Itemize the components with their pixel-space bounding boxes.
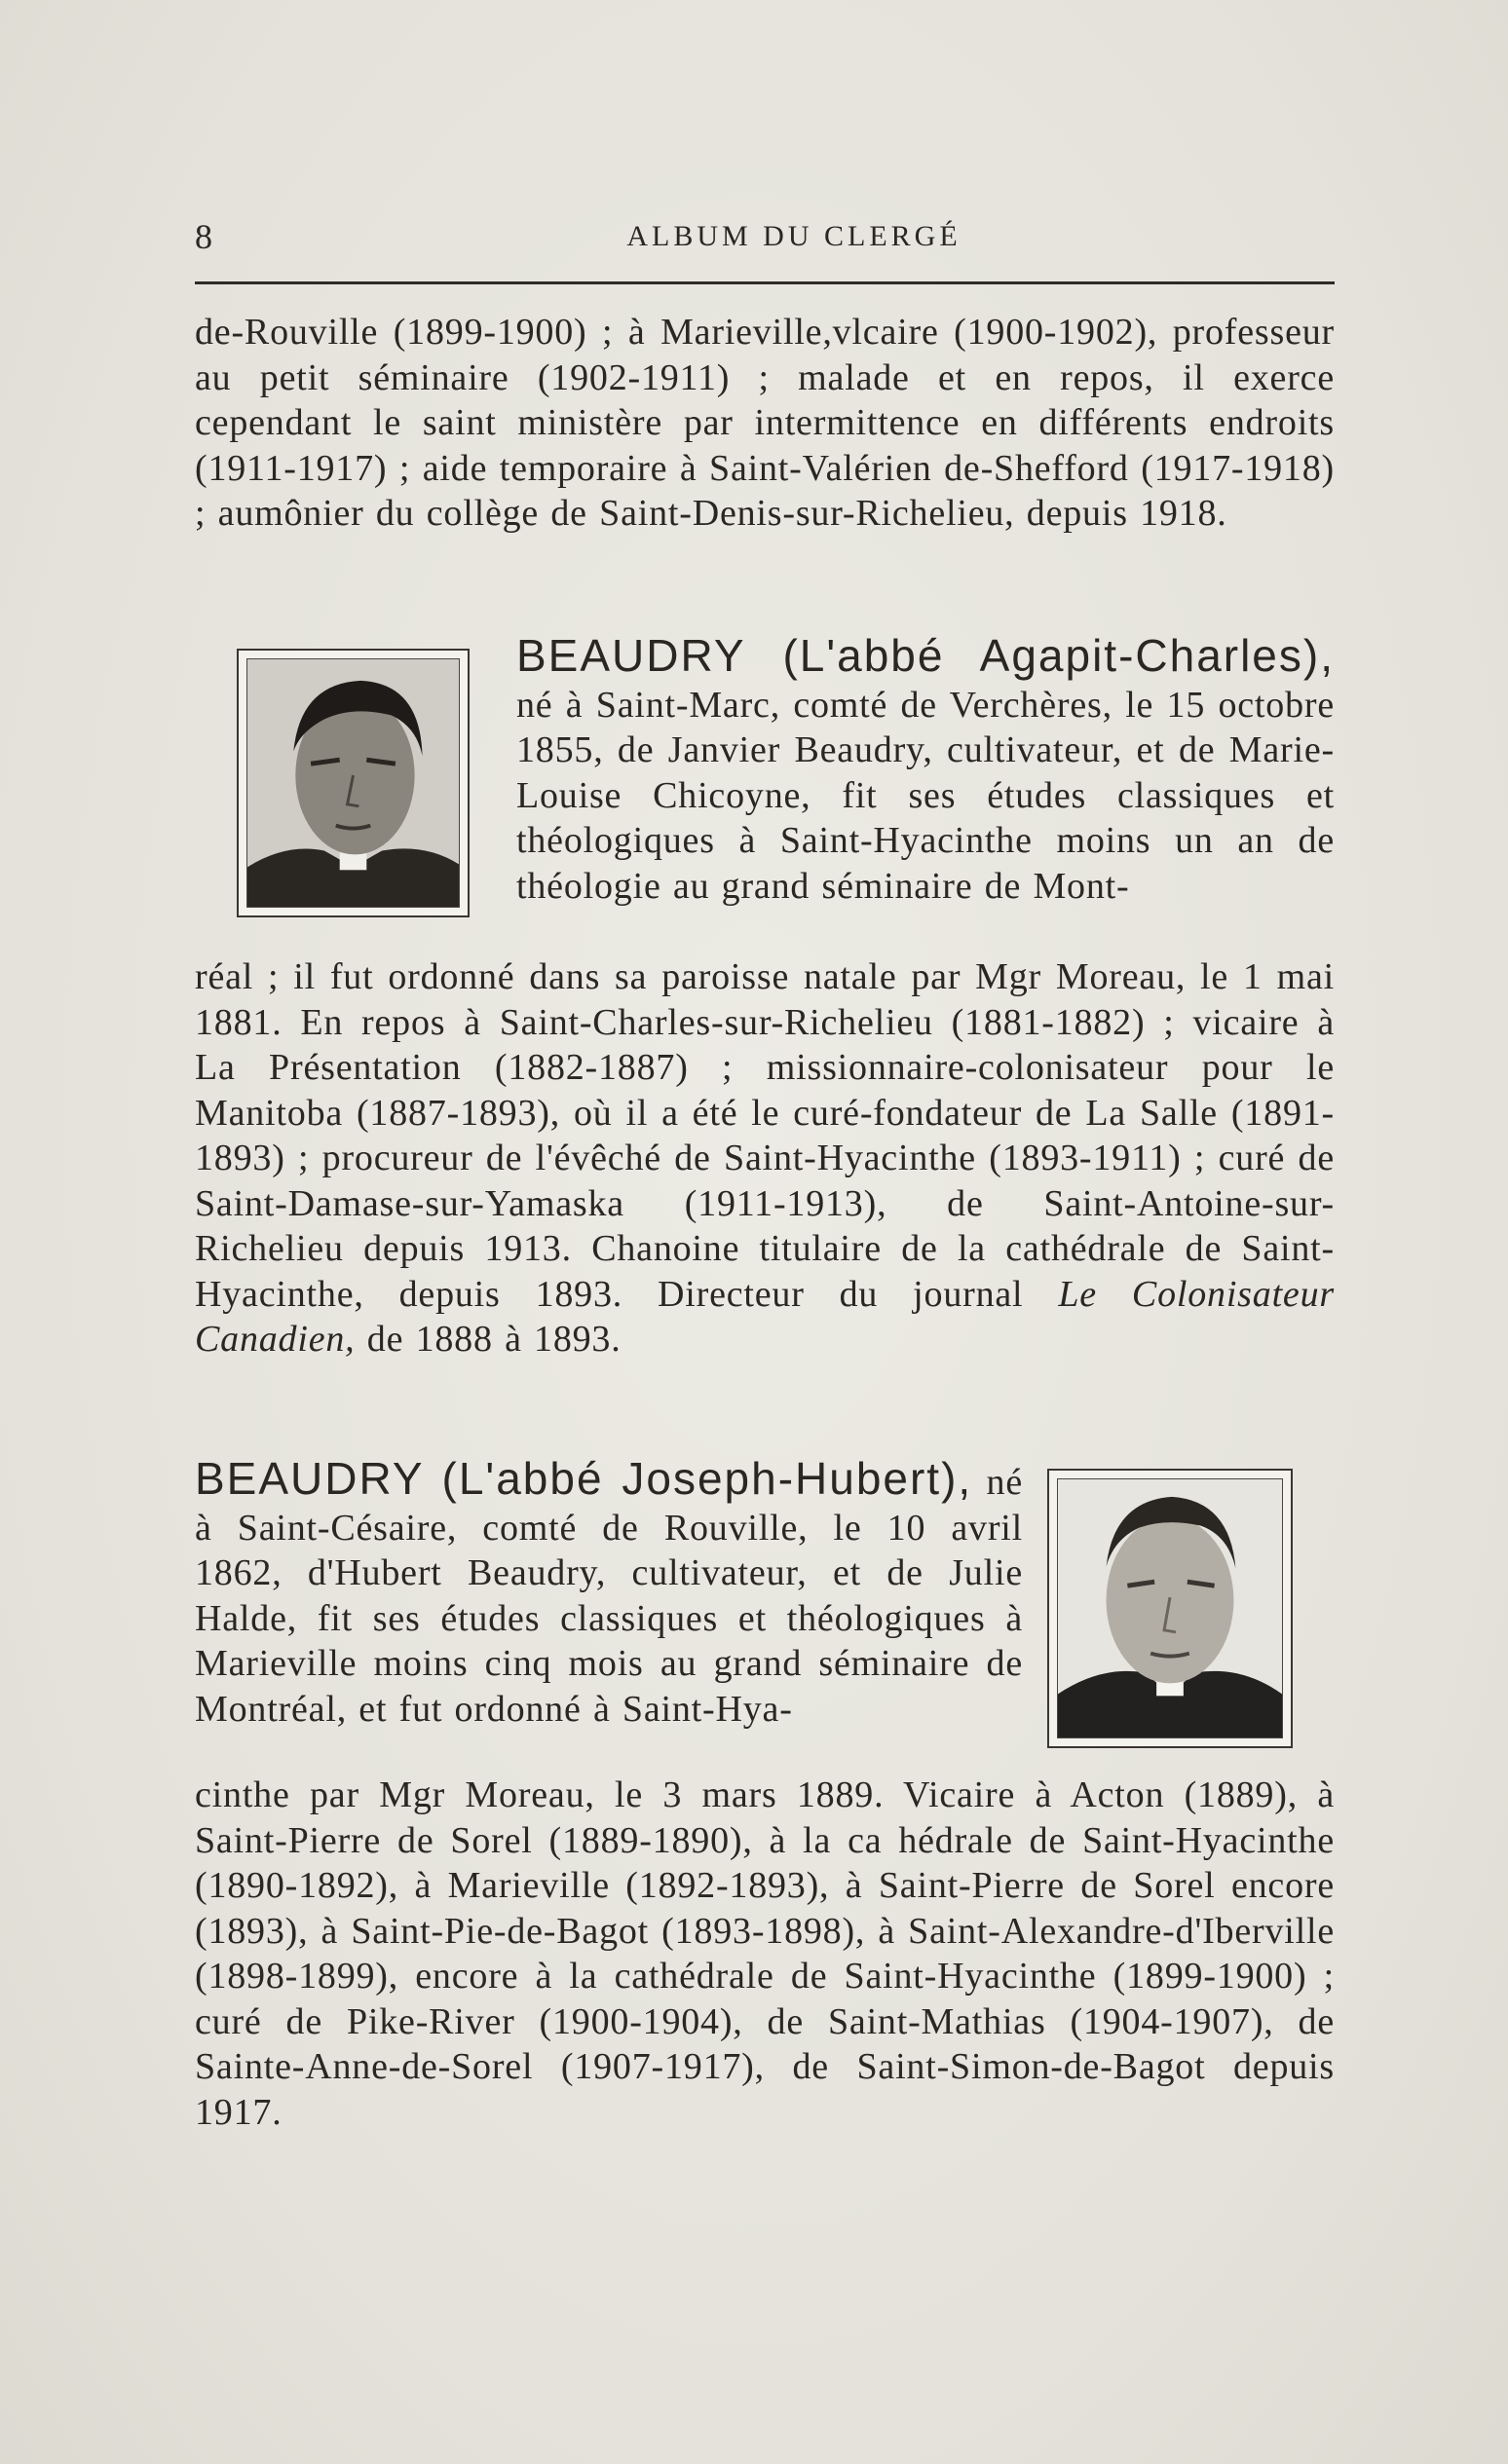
portrait-drawing xyxy=(247,659,459,907)
entry1-text-bottom: réal ; il fut ordonné dans sa paroisse natale par Mgr Moreau, le 1 mai 1881. En repos à Saint-Charles-sur-Richelieu (1881-1882) ; vicaire à La Présentation (1882-1887) ; missionnaire-colonisateur pour le Manitoba (1887-1893), où il a été le curé-fondateur de La Salle (1891-1893) ; procureur de l'évêché de Saint-Hyacinthe (1893-1911) ; curé de Saint-Damase-sur-Yamaska (1911-1913), de Saint-Antoine-sur-Richelieu depuis 1913. Chanoine titulaire de la cathédrale de Saint-Hyacinthe, depuis 1893. Directeur du journal xyxy=(195,956,1335,1315)
entry2-paragraph-top xyxy=(195,1453,1023,1732)
header-rule xyxy=(195,281,1335,284)
page-header xyxy=(195,216,1335,265)
running-title: ALBUM DU CLERGÉ xyxy=(626,220,961,252)
entry2-name: BEAUDRY (L'abbé Joseph-Hubert), xyxy=(195,1453,973,1504)
entry2-text-bottom: cinthe par Mgr Moreau, le 3 mars 1889. Vicaire à Acton (1889), à Saint-Pierre de Sorel (1889-1890), à la ca hédrale de Saint-Hyacinthe (1890-1892), à Marieville (1892-1893), à Saint-Pierre de Sorel encore (1893), à Saint-Pie-de-Bagot (1893-1898), à Saint-Alexandre-d'Iberville (1898-1899), encore à la cathédrale de Saint-Hyacinthe (1899-1900) ; curé de Pike-River (1900-1904), de Saint-Mathias (1904-1907), de Sainte-Anne-de-Sorel (1907-1917), de Saint-Simon-de-Bagot depuis 1917. xyxy=(195,1774,1335,2133)
page-number: 8 xyxy=(195,217,213,256)
entry2-paragraph-bottom xyxy=(195,1773,1335,2135)
entry1-text-top: né à Saint-Marc, comté de Verchères, le 15 octobre 1855, de Janvier Beaudry, cultivateur, et de Marie-Louise Chicoyne, fit ses études classiques et théologiques à Saint-Hyacinthe moins un an de théologie au grand séminaire de Mont- xyxy=(516,684,1335,907)
continuation-paragraph xyxy=(195,310,1335,537)
continuation-text: de-Rouville (1899-1900) ; à Marieville,vlcaire (1900-1902), professeur au petit séminaire (1902-1911) ; malade et en repos, il exerce cependant le saint ministère par intermittence en différents endroits (1911-1917) ; aide temporaire à Saint-Valérien de-Shefford (1917-1918) ; aumônier du collège de Saint-Denis-sur-Richelieu, depuis 1918. xyxy=(195,312,1335,534)
portrait-agapit-charles xyxy=(237,649,470,917)
entry2-text-top: né à Saint-Césaire, comté de Rouville, le 10 avril 1862, d'Hubert Beaudry, cultivateur, et de Julie Halde, fit ses études classiques et théologiques à Marieville moins cinq mois au grand séminaire de Montréal, et fut ordonné à Saint-Hya- xyxy=(195,1462,1023,1730)
entry1-text-end: de 1888 à 1893. xyxy=(366,1319,622,1360)
entry1-paragraph-top xyxy=(516,630,1335,909)
portrait-drawing xyxy=(1058,1479,1282,1737)
entry1-paragraph-bottom xyxy=(195,954,1335,1363)
portrait-image xyxy=(1057,1478,1283,1738)
entry1-journal-title: Le Colonisateur Canadien, xyxy=(195,1273,1335,1360)
portrait-joseph-hubert xyxy=(1047,1469,1293,1748)
entry1-name: BEAUDRY (L'abbé Agapit-Charles), xyxy=(516,630,1335,681)
portrait-image xyxy=(246,658,460,908)
